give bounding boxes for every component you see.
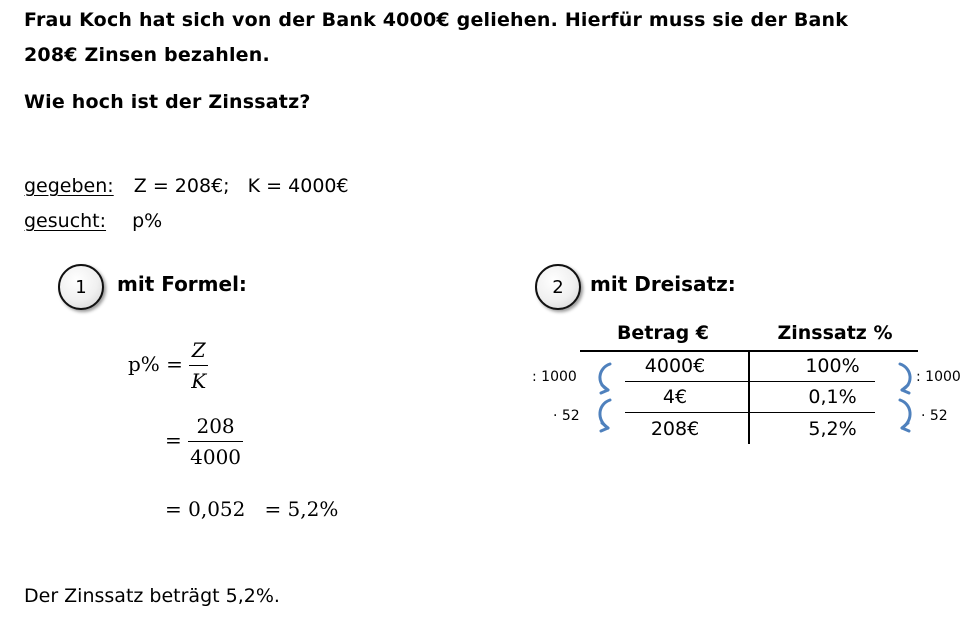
fraction-208-over-4000 [188, 414, 243, 469]
table-row-3-zinssatz: 5,2% [808, 418, 857, 440]
task-line-2: 208€ Zinsen bezahlen. [24, 44, 270, 66]
fraction-den-k: K [189, 365, 208, 393]
formula-lhs: p% = [128, 352, 183, 376]
table-row-1-zinssatz: 100% [805, 355, 860, 377]
answer-sentence: Der Zinssatz beträgt 5,2%. [24, 585, 280, 607]
op-left-divide: : 1000 [532, 369, 577, 385]
right-arrows-icon [892, 356, 922, 440]
method2-number: 2 [552, 276, 564, 298]
fraction-num-z: Z [191, 338, 206, 362]
wanted-label: gesucht: [24, 210, 107, 232]
table-row-line-2 [625, 412, 875, 413]
wanted-row [24, 210, 162, 232]
table-row-1-betrag: 4000€ [644, 355, 706, 377]
table-row-2-betrag: 4€ [662, 386, 688, 408]
left-arrows-icon [590, 356, 620, 440]
task-question: Wie hoch ist der Zinssatz? [24, 91, 311, 113]
given-row [24, 175, 349, 197]
task-line-1: Frau Koch hat sich von der Bank 4000€ geliehen. Hierfür muss sie der Bank [24, 9, 849, 31]
formula-result: = 0,052 = 5,2% [165, 497, 339, 521]
op-right-multiply: · 52 [921, 408, 948, 424]
given-value: Z = 208€; K = 4000€ [133, 175, 349, 197]
method1-number: 1 [75, 276, 87, 298]
table-header-betrag: Betrag € [616, 322, 710, 344]
formula-line-2 [165, 414, 243, 469]
table-row-3-betrag: 208€ [650, 418, 700, 440]
table-header-zinssatz: Zinssatz % [777, 322, 893, 344]
given-label: gegeben: [24, 175, 114, 197]
fraction-z-over-k [189, 338, 208, 393]
method1-number-badge [58, 264, 104, 310]
method2-title: mit Dreisatz: [590, 272, 736, 296]
formula-eq: = [165, 428, 182, 452]
table-row-2-zinssatz: 0,1% [808, 386, 857, 408]
method2-number-badge [535, 264, 581, 310]
table-row-line-1 [625, 381, 875, 382]
wanted-value: p% [132, 210, 163, 232]
table-column-divider [748, 350, 750, 444]
fraction-den-4000: 4000 [188, 441, 243, 469]
method1-title: mit Formel: [117, 272, 247, 296]
op-right-divide: : 1000 [916, 369, 961, 385]
op-left-multiply: · 52 [553, 408, 580, 424]
fraction-num-208: 208 [196, 414, 235, 438]
formula-line-1 [128, 338, 208, 393]
